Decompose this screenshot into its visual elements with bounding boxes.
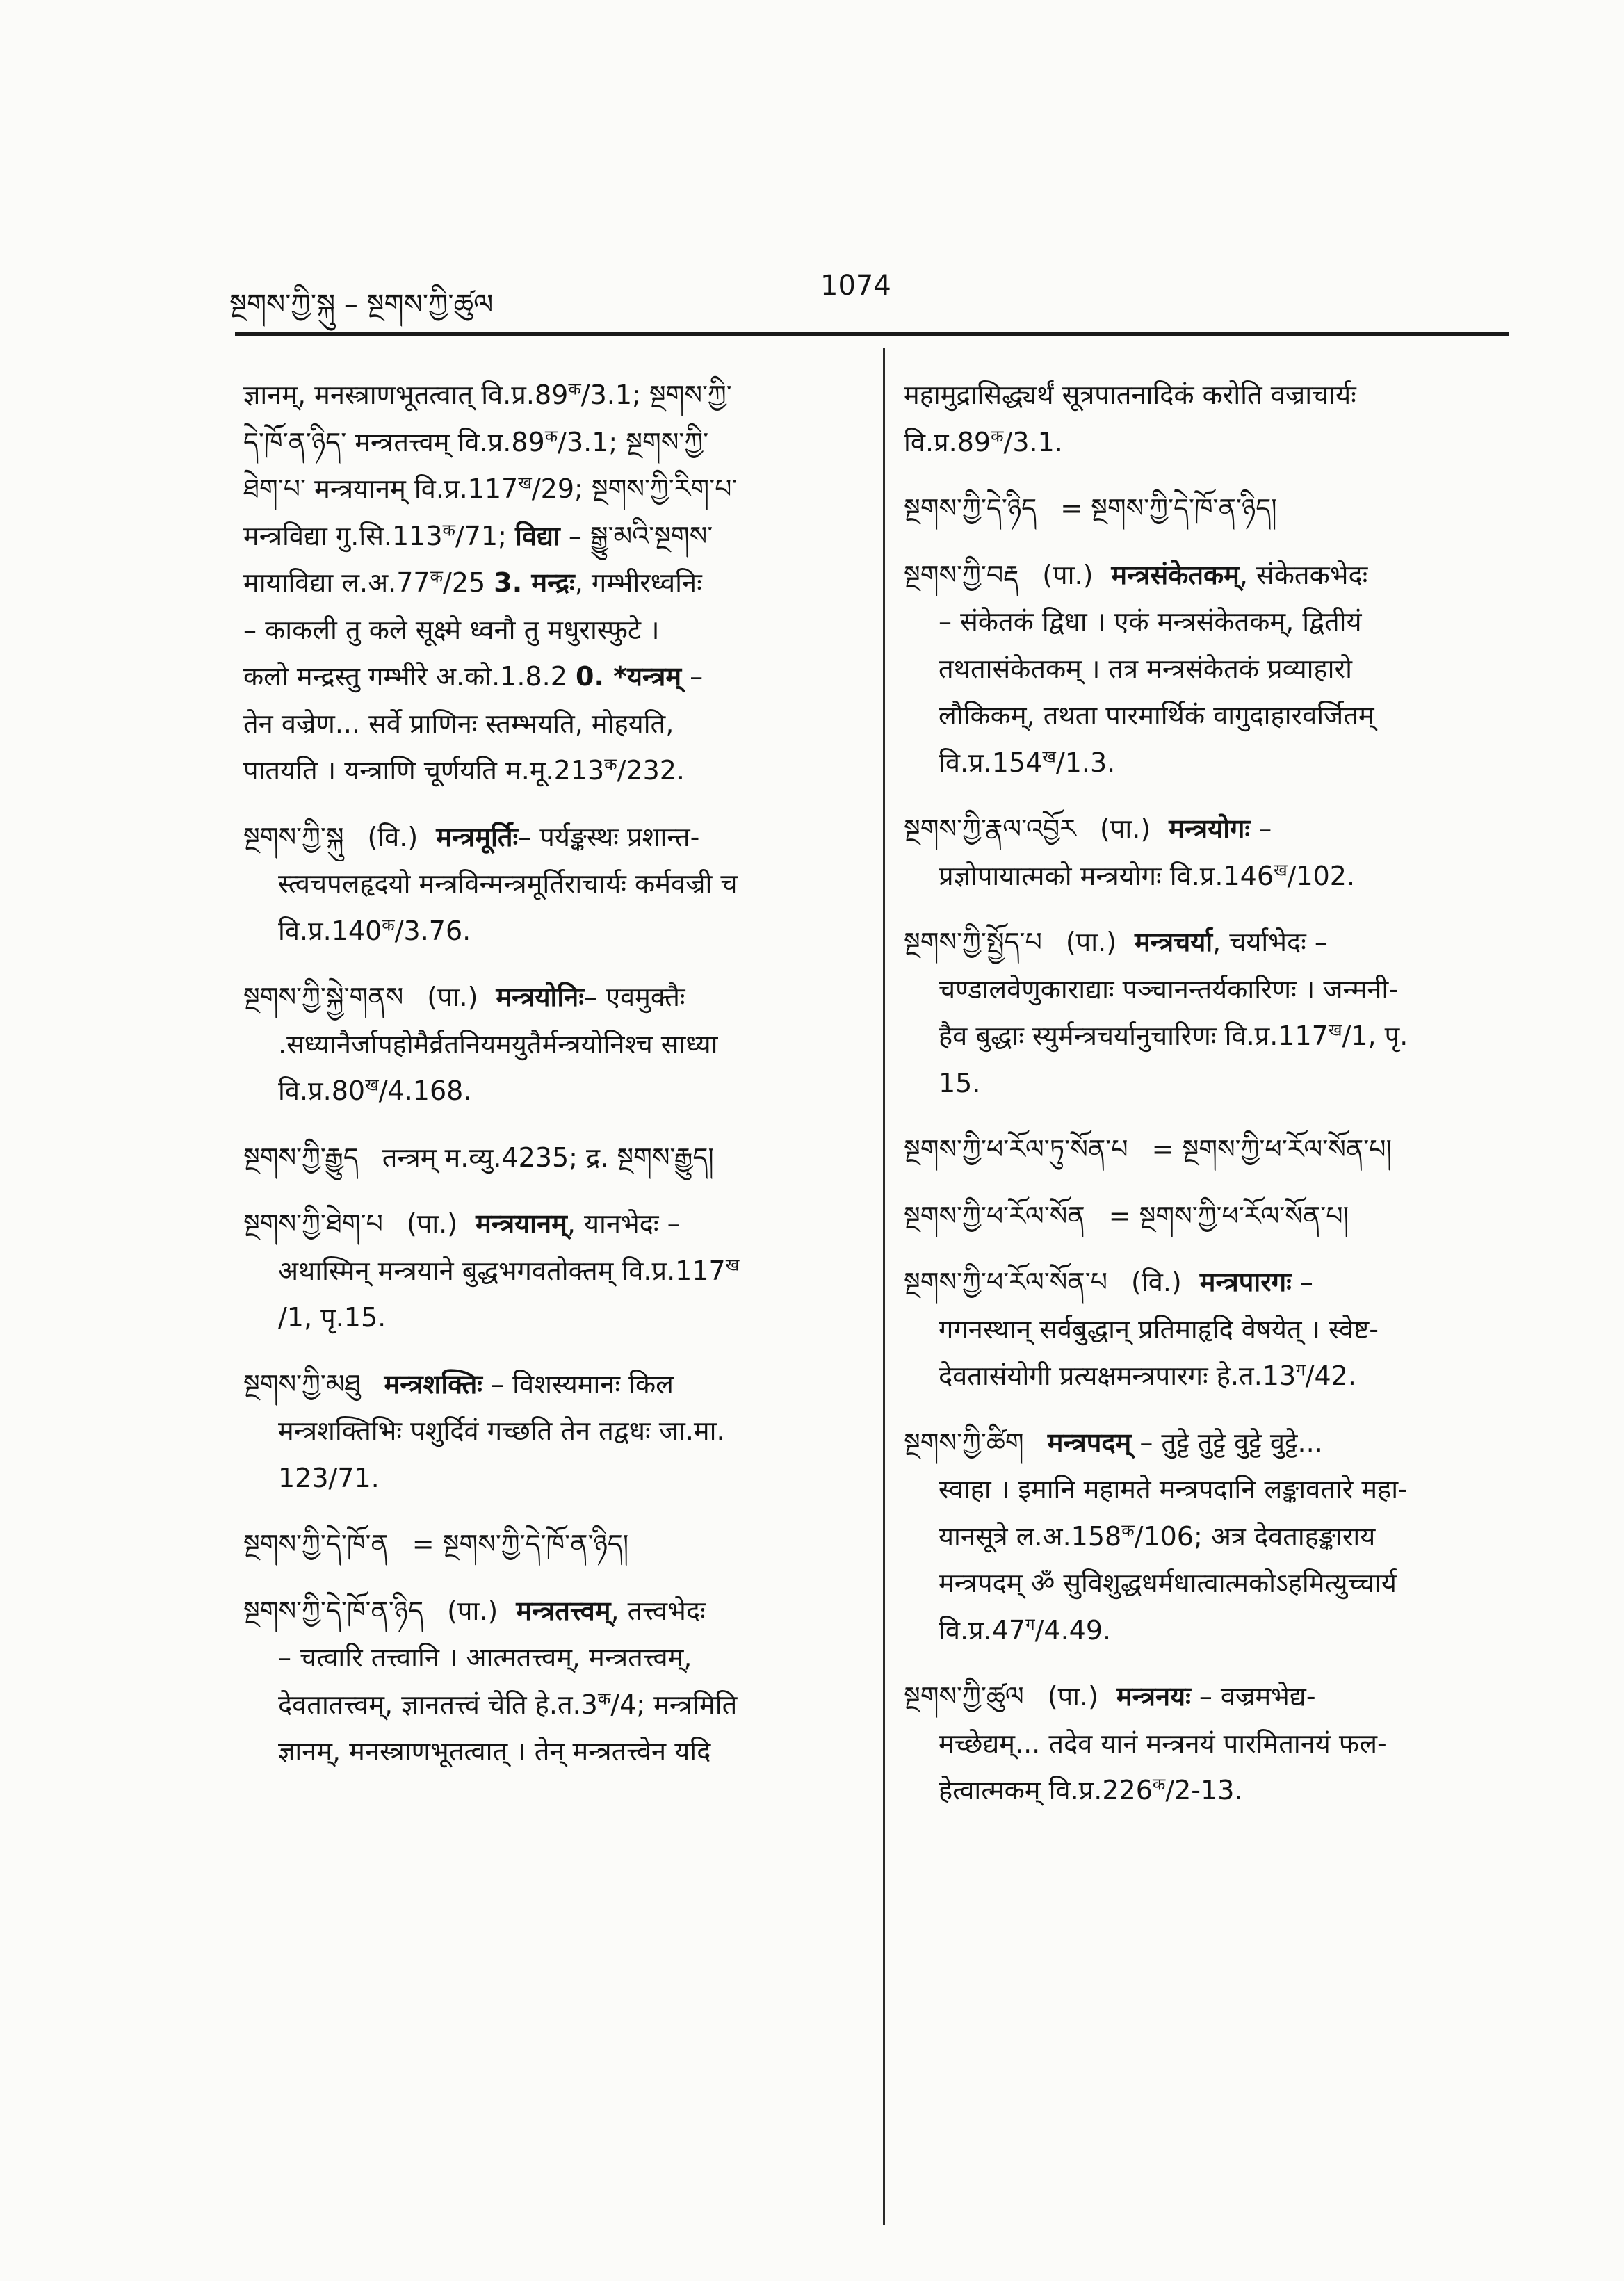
headword: སྔགས་ཀྱི་ཚིག (904, 1427, 1024, 1458)
headword: སྔགས་ཀྱི་ཐེག་པ (243, 1208, 383, 1239)
dictionary-entry (243, 1201, 862, 1342)
headword: སྔགས་ཀྱི་དེ་ཁོ་ན (243, 1529, 389, 1559)
grammar-tag: (पा.) (1065, 927, 1117, 957)
entry-line (904, 1259, 1522, 1306)
sanskrit-gloss: मन्त्रपदम् (1047, 1427, 1132, 1458)
text-segment: 15. (939, 1067, 981, 1098)
grammar-tag: (पा.) (1047, 1681, 1098, 1712)
entry-line (243, 1521, 862, 1568)
text-segment: – काकली तु कले सूक्ष्मे ध्वनौ तु मधुरास्फुटे । (243, 614, 660, 645)
folio-side-mark: ख (365, 1075, 379, 1095)
text-segment: मायाविद्या ल.अ.77 (243, 567, 430, 598)
entry-line (904, 1353, 1522, 1400)
entry-line (243, 1021, 862, 1069)
text-segment: पातयति । यन्त्राणि चूर्णयति म.मू.213 (243, 755, 605, 786)
entry-line (904, 692, 1522, 740)
text-segment: देवतातत्त्वम्, ज्ञानतत्त्वं चेति हे.त.3 (278, 1689, 598, 1720)
folio-side-mark: क (991, 425, 1004, 446)
text-segment: – (1291, 1267, 1313, 1297)
headword: སྔགས་ཀྱི་སྤྱོད་པ (904, 927, 1042, 957)
entry-line (243, 1248, 862, 1295)
grammar-tag: (पा.) (1042, 559, 1094, 590)
headword: སྔགས་ཀྱི་སྐུ (243, 821, 344, 852)
text-segment: प्रज्ञोपायात्मको मन्त्रयोगः वि.प्र.146 (939, 860, 1274, 891)
text-segment: = སྔགས་ཀྱི་དེ་ཁོ་ན་ཉིད། (1060, 493, 1277, 523)
dictionary-entry (904, 1193, 1522, 1240)
entry-line (904, 919, 1522, 966)
right-column (904, 372, 1522, 1834)
bold-term: विद्या (514, 520, 560, 551)
sanskrit-gloss: मन्त्रयोगः (1169, 813, 1251, 844)
sanskrit-gloss: मन्त्रतत्त्वम् (516, 1595, 611, 1626)
folio-side-mark: ख (1042, 746, 1056, 766)
text-segment: अथास्मिन् मन्त्रयाने बुद्धभगवतोक्तम् वि.प्र.117 (278, 1255, 726, 1286)
text-segment: , चर्याभेदः – (1212, 927, 1328, 957)
folio-side-mark: ग (1025, 1614, 1035, 1634)
entry-line (904, 1420, 1522, 1467)
text-segment: चण्डालवेणुकाराद्याः पञ्चानन्तर्यकारिणः । जन्मनी- (939, 973, 1398, 1005)
entry-line (904, 966, 1522, 1014)
entry-line (243, 908, 862, 955)
folio-side-mark: क (430, 567, 444, 587)
entry-line (904, 1193, 1522, 1240)
entry-line (243, 1408, 862, 1455)
entry-line (904, 1513, 1522, 1561)
entry-line (243, 701, 862, 748)
folio-side-mark: ख (1274, 859, 1288, 879)
dictionary-entry (243, 1521, 862, 1568)
text-segment: /71; (455, 520, 515, 551)
text-segment: , यानभेदः – (567, 1208, 681, 1239)
dictionary-entry (243, 372, 862, 795)
text-segment: गगनस्थान् सर्वबुद्धान् प्रतिमाहृदि वेषयेत् । स्वेष्ट- (939, 1313, 1379, 1345)
entry-line (243, 1728, 862, 1776)
entry-line (243, 654, 862, 701)
text-segment: – སྒྱུ་མའི་སྔགས་ (560, 520, 713, 551)
text-segment: – एवमुक्तैः (583, 982, 685, 1012)
entry-line (904, 806, 1522, 853)
grammar-tag: (पा.) (406, 1208, 458, 1239)
text-segment: हेत्वात्मकम् वि.प्र.226 (939, 1775, 1153, 1805)
text-segment: – वज्रमभेद्य- (1190, 1681, 1316, 1712)
entry-line (904, 552, 1522, 599)
text-segment: /106; अत्र देवताहङ्काराय (1134, 1520, 1376, 1552)
text-segment: – चत्वारि तत्त्वानि । आत्मतत्त्वम्, मन्त्रतत्त्वम्, (278, 1642, 692, 1673)
headword: སྔགས་ཀྱི་ཚུལ (904, 1681, 1024, 1712)
entry-line (243, 1682, 862, 1729)
text-segment: , गम्भीरध्वनिः (574, 567, 702, 598)
entry-line (243, 814, 862, 861)
entry-line (243, 466, 862, 513)
text-segment: – विशस्यमानः किल (482, 1368, 674, 1399)
text-segment: तथतासंकेतकम् । तत्र मन्त्रसंकेतकं प्रव्याहारो (939, 653, 1352, 684)
entry-line (904, 1013, 1522, 1060)
dictionary-entry (904, 919, 1522, 1107)
headword: སྔགས་ཀྱི་ཕ་རོལ་སོན (904, 1200, 1085, 1231)
dictionary-entry (243, 814, 862, 955)
entry-line (243, 1634, 862, 1682)
text-segment: .सध्यानैर्जापहोमैर्व्रतनियमयुतैर्मन्त्रयोनिश्च साध्या (278, 1028, 718, 1060)
dictionary-entry (904, 485, 1522, 533)
text-segment: , तत्त्वभेदः (610, 1595, 706, 1626)
text-segment: /1, पृ.15. (278, 1302, 387, 1333)
entry-line (243, 560, 862, 607)
dictionary-entry (904, 806, 1522, 900)
text-segment: /3.1. (1003, 426, 1063, 457)
text-segment: तन्त्रम् म.व्यु.4235; द्र. སྔགས་རྒྱུད། (382, 1142, 714, 1173)
dictionary-entry (904, 372, 1522, 466)
page-number: 1074 (820, 270, 891, 302)
entry-line (904, 372, 1522, 419)
entry-line (904, 1673, 1522, 1721)
text-segment: यानसूत्रे ल.अ.158 (939, 1520, 1122, 1552)
entry-line (904, 1060, 1522, 1107)
text-segment: – पर्यङ्कस्थः प्रशान्त- (518, 821, 700, 852)
text-segment: ज्ञानम्, मनस्त्राणभूतत्वात् वि.प्र.89 (243, 380, 569, 410)
text-segment: /3.1; སྔགས་ཀྱི་ (558, 426, 709, 457)
entry-line (243, 1588, 862, 1635)
entry-line (904, 1767, 1522, 1815)
text-segment: स्त्वचपलहृदयो मन्त्रविन्मन्त्रमूर्तिराचार्यः कर्मवज्री च (278, 868, 738, 899)
entry-line (904, 1306, 1522, 1354)
text-segment: = སྔགས་ཀྱི་ཕ་རོལ་སོན་པ། (1151, 1134, 1392, 1164)
grammar-tag: (वि.) (367, 821, 419, 852)
entry-line (904, 419, 1522, 466)
entry-line (243, 861, 862, 908)
bold-term: 0. *यन्त्रम् (576, 661, 682, 692)
entry-line (904, 599, 1522, 646)
column-divider (883, 348, 885, 2225)
sanskrit-gloss: मन्त्रपारगः (1199, 1267, 1292, 1297)
entry-line (904, 1607, 1522, 1655)
text-segment: – (1250, 813, 1272, 844)
text-segment: वि.प्र.140 (278, 915, 382, 946)
text-segment: 123/71. (278, 1462, 380, 1493)
entry-line (243, 1294, 862, 1342)
folio-side-mark: क (604, 754, 617, 774)
sanskrit-gloss: मन्त्रनयः (1116, 1681, 1191, 1712)
text-segment: ज्ञानम्, मनस्त्राणभूतत्वात् । तेन् मन्त्रतत्त्वेन यदि (278, 1736, 711, 1767)
text-segment: – संकेतकं द्विधा । एकं मन्त्रसंकेतकम्, द्वितीयं (939, 606, 1362, 637)
entry-line (904, 485, 1522, 533)
entry-line (904, 1560, 1522, 1607)
dictionary-entry (904, 1126, 1522, 1174)
folio-side-mark: क (382, 914, 395, 934)
text-segment: मन्त्रशक्तिभिः पशुर्दिवं गच्छति तेन तद्वधः जा.मा. (278, 1415, 725, 1446)
entry-line (243, 1361, 862, 1409)
entry-line (243, 974, 862, 1021)
entry-line (243, 1135, 862, 1182)
entry-line (904, 853, 1522, 900)
entry-line (243, 1455, 862, 1502)
text-segment: /4.49. (1034, 1614, 1112, 1646)
text-segment: वि.प्र.89 (904, 426, 991, 457)
entry-line (904, 646, 1522, 693)
text-segment: देवतासंयोगी प्रत्यक्षमन्त्रपारगः हे.त.13 (939, 1361, 1297, 1391)
text-segment: कलो मन्द्रस्तु गम्भीरे अ.को.1.8.2 (243, 661, 576, 692)
text-segment: हैव बुद्धाः स्युर्मन्त्रचर्यानुचारिणः वि.प्र.117 (939, 1021, 1329, 1051)
entry-line (243, 747, 862, 795)
sanskrit-gloss: मन्त्रमूर्तिः (436, 821, 519, 852)
sanskrit-gloss: मन्त्रचर्या (1135, 927, 1213, 957)
sanskrit-gloss: मन्त्रयोनिः (496, 982, 584, 1012)
headword: སྔགས་ཀྱི་རྒྱུད (243, 1142, 359, 1173)
dictionary-entry (243, 974, 862, 1115)
entry-line (243, 1201, 862, 1248)
headword: སྔགས་ཀྱི་དེ་ཁོ་ན་ཉིད (243, 1595, 424, 1626)
grammar-tag: (वि.) (1131, 1267, 1182, 1297)
headword: སྔགས་ཀྱི་རྣལ་འབྱོར (904, 813, 1076, 844)
text-segment: /29; སྔགས་ཀྱི་རིག་པ་ (531, 473, 738, 504)
entry-line (243, 419, 862, 466)
grammar-tag: (पा.) (427, 982, 478, 1012)
headword: སྔགས་ཀྱི་ཕ་རོལ་ཏུ་སོན་པ (904, 1134, 1128, 1164)
text-segment: महामुद्रासिद्ध्यर्थं सूत्रपातनादिकं करोति वज्राचार्यः (904, 380, 1356, 410)
text-segment: वि.प्र.47 (939, 1614, 1026, 1646)
dictionary-entry (243, 1588, 862, 1776)
entry-line (243, 607, 862, 654)
entry-line (243, 1068, 862, 1115)
running-header: སྔགས་ཀྱི་སྐུ – སྔགས་ཀྱི་ཚུལ (229, 289, 494, 320)
folio-side-mark: क (597, 1688, 611, 1708)
text-segment: /4.168. (378, 1075, 472, 1106)
text-segment: मन्त्रपदम् ॐ सुविशुद्धधर्मधात्वात्मकोऽहमित्युच्चार्य (939, 1568, 1397, 1598)
text-segment: /3.76. (394, 915, 471, 946)
folio-side-mark: ख (725, 1254, 740, 1274)
entry-line (904, 1126, 1522, 1174)
text-segment: དེ་ཁོ་ན་ཉིད་ मन्त्रतत्त्वम् वि.प्र.89 (243, 426, 545, 457)
sanskrit-gloss: मन्त्रयानम् (476, 1208, 567, 1239)
text-segment: /25 (443, 567, 494, 598)
text-segment: – (681, 661, 704, 692)
folio-side-mark: क (442, 519, 455, 539)
grammar-tag: (पा.) (447, 1595, 498, 1626)
dictionary-entry (904, 552, 1522, 787)
dictionary-entry (243, 1361, 862, 1502)
folio-side-mark: ख (1328, 1020, 1342, 1040)
folio-side-mark: क (1121, 1520, 1135, 1540)
text-segment: /1, पृ. (1342, 1021, 1408, 1051)
text-segment: /42. (1305, 1361, 1356, 1391)
folio-side-mark: क (568, 379, 581, 399)
left-column (243, 372, 862, 1795)
headword: སྔགས་ཀྱི་བརྡ (904, 559, 1019, 590)
text-segment: /3.1; སྔགས་ཀྱི་ (580, 380, 732, 410)
text-segment: लौकिकम्, तथता पारमार्थिकं वागुदाहारवर्जितम् (939, 700, 1374, 731)
entry-line (243, 372, 862, 419)
text-segment: , संकेतकभेदः (1239, 559, 1368, 590)
entry-line (904, 1466, 1522, 1513)
text-segment: /102. (1287, 860, 1356, 891)
text-segment: ཐེག་པ་ मन्त्रयानम् वि.प्र.117 (243, 473, 519, 504)
text-segment: = སྔགས་ཀྱི་ཕ་རོལ་སོན་པ། (1108, 1200, 1349, 1231)
bold-term: 3. मन्द्रः (494, 567, 575, 598)
folio-side-mark: क (544, 425, 558, 446)
dictionary-entry (904, 1673, 1522, 1815)
folio-side-mark: क (1152, 1774, 1166, 1794)
text-segment: वि.प्र.154 (939, 747, 1043, 778)
text-segment: /4; मन्त्रमिति (610, 1689, 738, 1720)
text-segment: – तुट्टे तुट्टे वुट्टे वुट्टे... (1131, 1427, 1323, 1458)
text-segment: वि.प्र.80 (278, 1075, 366, 1106)
text-segment: मच्छेद्यम्... तदेव यानं मन्त्रनयं पारमितानयं फल- (939, 1728, 1387, 1759)
folio-side-mark: ख (518, 473, 532, 493)
header-rule (235, 332, 1509, 336)
headword: སྔགས་ཀྱི་དེ་ཉིད (904, 493, 1037, 523)
dictionary-entry (904, 1259, 1522, 1400)
grammar-tag: (पा.) (1099, 813, 1151, 844)
sanskrit-gloss: मन्त्रशक्तिः (384, 1368, 482, 1399)
folio-side-mark: ग (1296, 1360, 1306, 1380)
text-segment: स्वाहा । इमानि महामते मन्त्रपदानि लङ्कावतारे महा- (939, 1474, 1408, 1504)
headword: སྔགས་ཀྱི་སྐྱེ་གནས (243, 982, 404, 1012)
text-segment: तेन वज्रेण... सर्वे प्राणिनः स्तम्भयति, मोहयति, (243, 708, 674, 739)
text-segment: मन्त्रविद्या गु.सि.113 (243, 520, 443, 551)
text-segment: /232. (617, 755, 685, 786)
headword: སྔགས་ཀྱི་མཐུ (243, 1368, 361, 1399)
text-segment: /2-13. (1165, 1775, 1243, 1805)
headword: སྔགས་ཀྱི་ཕ་རོལ་སོན་པ (904, 1267, 1108, 1297)
entry-line (243, 513, 862, 560)
text-segment: /1.3. (1055, 747, 1116, 778)
entry-line (904, 740, 1522, 787)
dictionary-entry (243, 1135, 862, 1182)
text-segment: = སྔགས་ཀྱི་དེ་ཁོ་ན་ཉིད། (412, 1529, 629, 1559)
entry-line (904, 1721, 1522, 1768)
sanskrit-gloss: मन्त्रसंकेतकम् (1111, 559, 1240, 590)
dictionary-entry (904, 1420, 1522, 1655)
